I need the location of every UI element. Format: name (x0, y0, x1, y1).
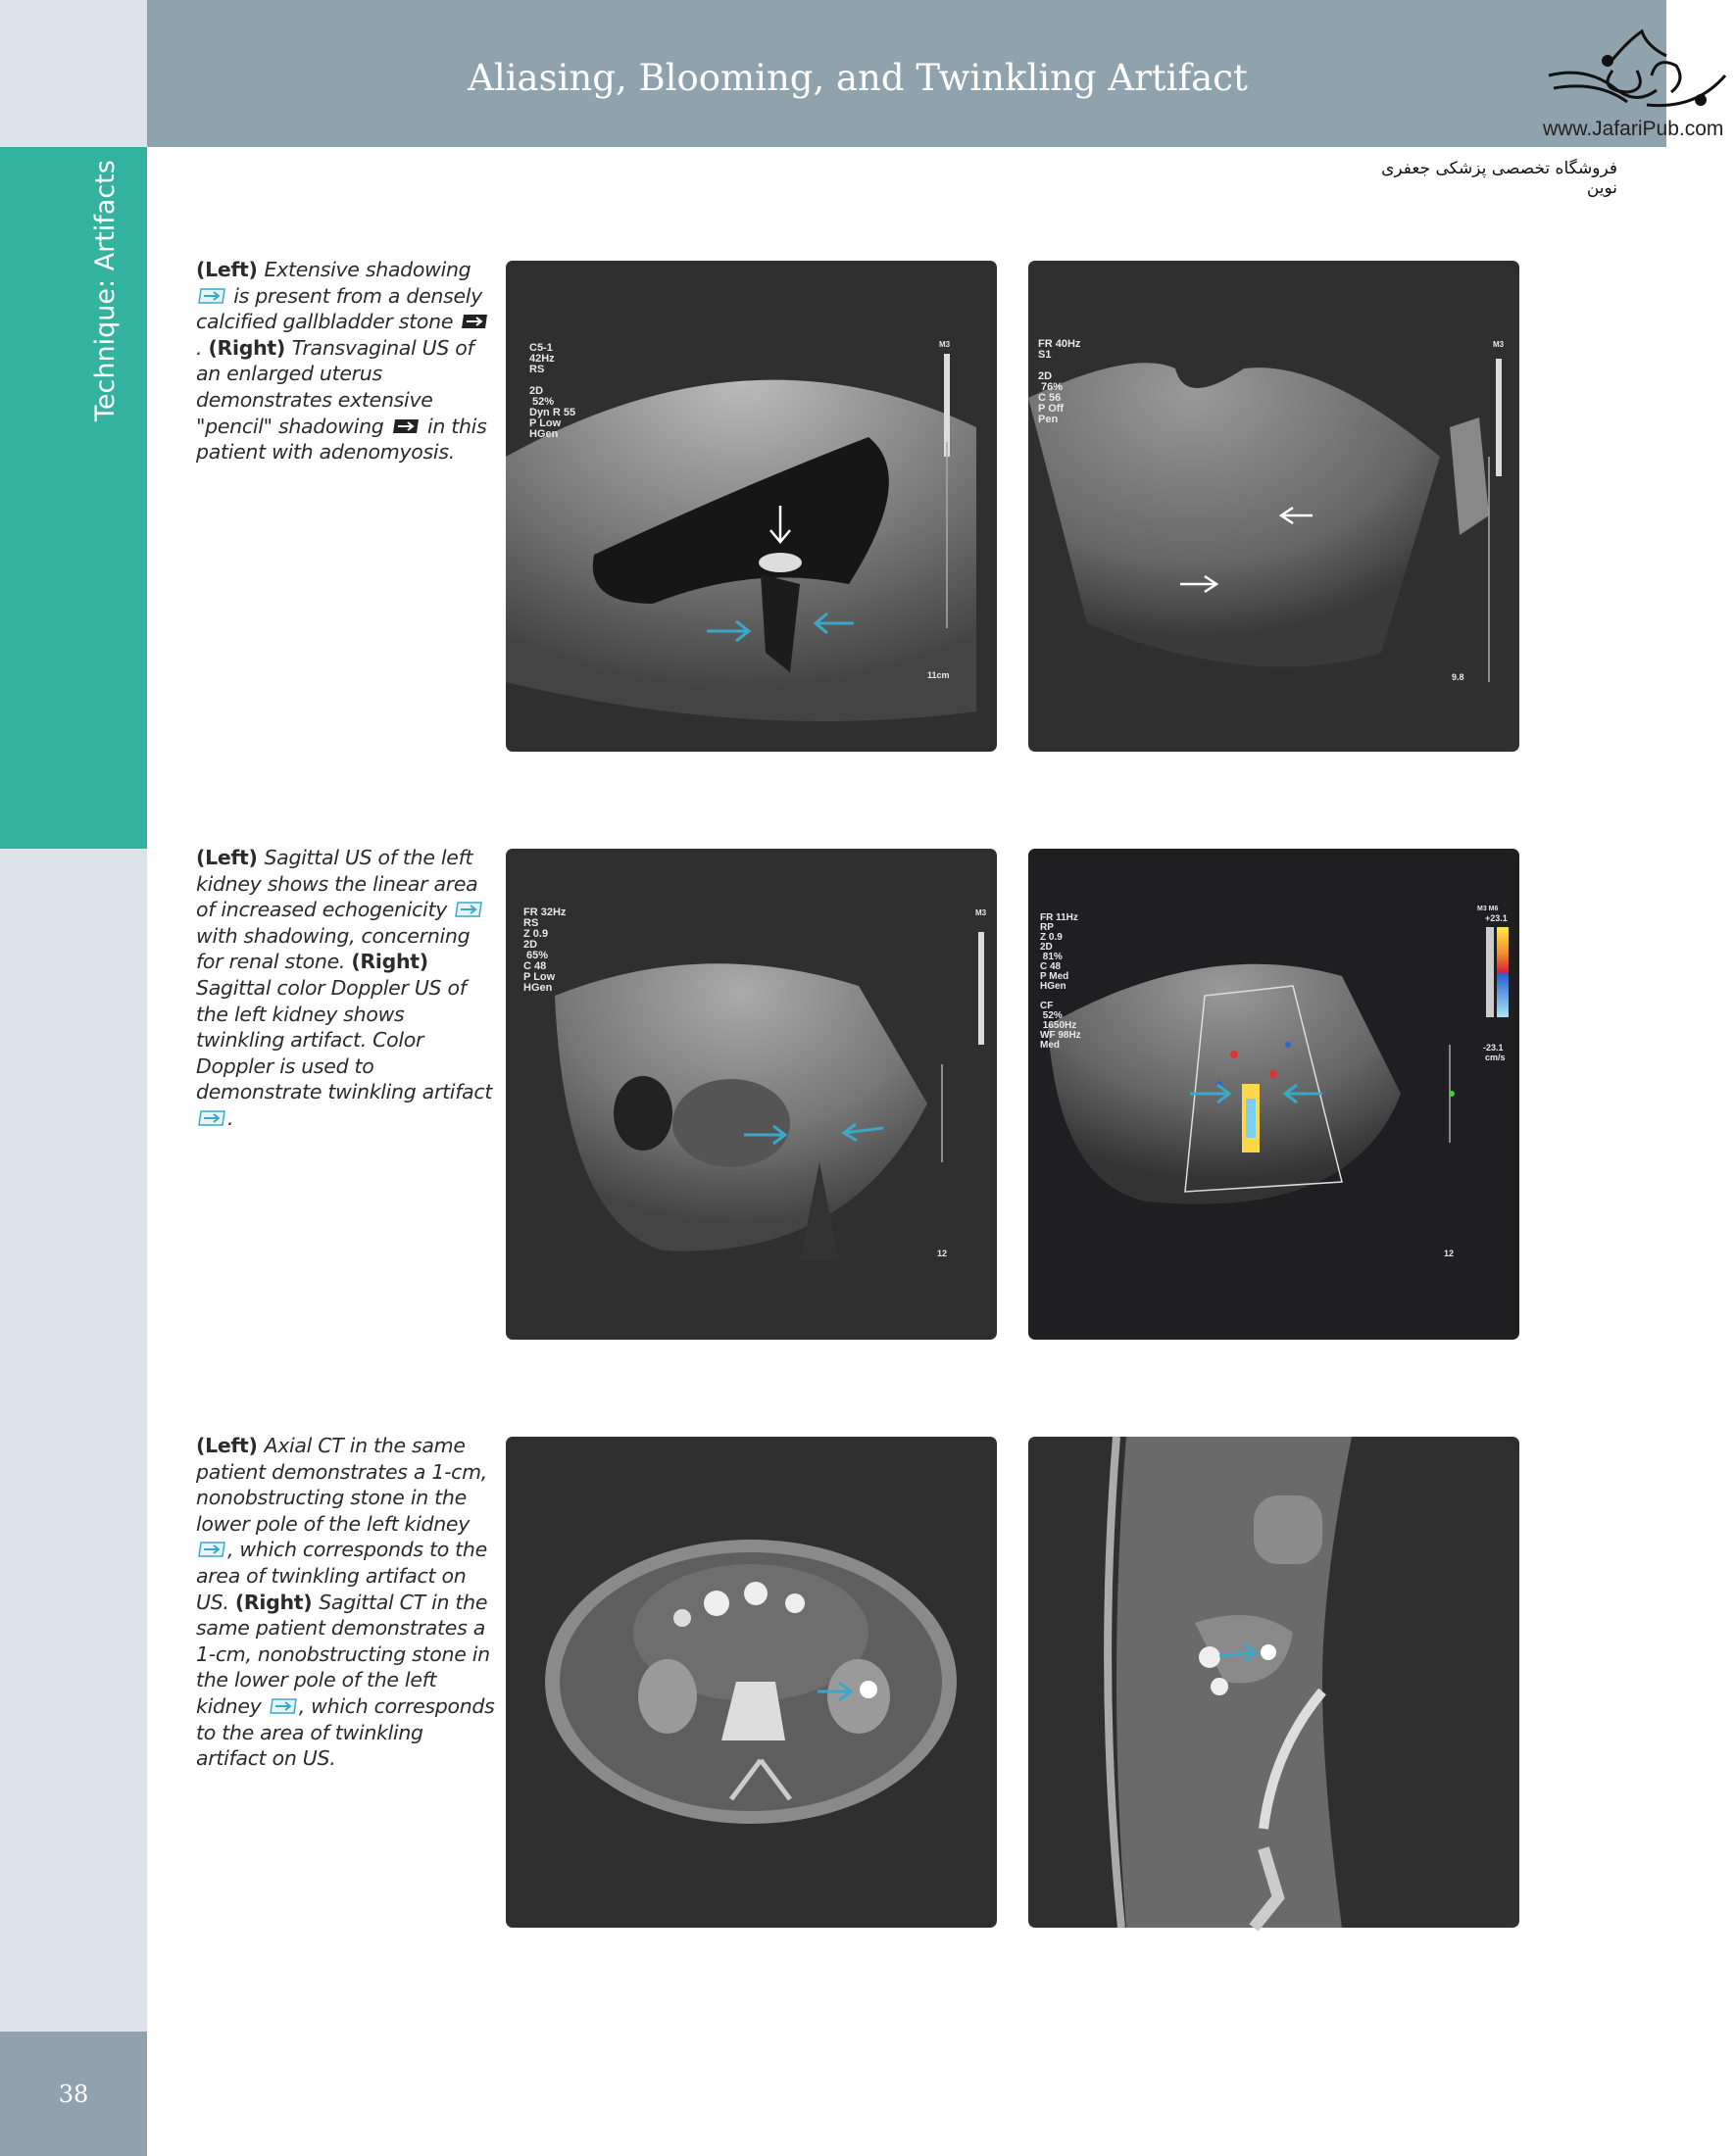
map-label: M3 M6 (1477, 906, 1499, 912)
depth-label: 12 (1444, 1249, 1455, 1258)
scan-settings: FR 32Hz RS Z 0.9 2D 65% C 48 P Low HGen (523, 906, 567, 994)
caption-label: (Right) (234, 1590, 320, 1614)
map-label: M3 (975, 908, 987, 917)
caption-label: (Right) (208, 335, 292, 360)
depth-label: 12 (937, 1249, 948, 1258)
caption-text: Sagittal color Doppler US of the left kidney shows twinkling artifact. Color Doppler is used to demonstrate twinkling artifact (196, 975, 493, 1104)
velocity-unit-label: cm/s (1485, 1053, 1506, 1062)
caption-text: , which corresponds to the area of twinkling artifact on US. (196, 1693, 495, 1771)
caption-text: Axial CT in the same patient demonstrates a 1-cm, nonobstructing stone in the lower pole of the left kidney (196, 1434, 488, 1536)
caption-1 (196, 257, 495, 466)
caption-text: Transvaginal US of an enlarged uterus demonstrates extensive "pencil" shadowing (196, 335, 474, 438)
caption-label: (Left) (196, 1434, 265, 1457)
depth-label: 9.8 (1452, 672, 1464, 682)
scan-settings: FR 11Hz RP Z 0.9 2D 81% C 48 P Med HGen CF 52% 1650Hz WF 98Hz Med (1040, 912, 1081, 1051)
logo-calligraphy-icon (1539, 22, 1735, 120)
axial-ct-image (506, 1437, 997, 1928)
open-arrow-icon (198, 1542, 225, 1557)
velocity-max-label: +23.1 (1485, 913, 1508, 923)
caption-text: Extensive shadowing (264, 258, 471, 281)
solid-arrow-icon (392, 418, 420, 434)
caption-text: . (196, 335, 209, 360)
caption-2 (196, 845, 495, 1132)
solid-arrow-icon (461, 314, 488, 329)
sagittal-ct-image (1028, 1437, 1519, 1928)
page-number: 38 (0, 2032, 147, 2156)
velocity-min-label: -23.1 (1483, 1043, 1504, 1053)
caption-text: Sagittal CT in the same patient demonstrates a 1-cm, nonobstructing stone in the lower pole of the left kidney (196, 1590, 490, 1718)
scan-settings: C5-1 42Hz RS 2D 52% Dyn R 55 P Low HGen (529, 342, 576, 440)
scan-settings: FR 40Hz S1 2D 76% C 56 P Off Pen (1038, 338, 1081, 425)
caption-label: (Left) (196, 258, 265, 281)
open-arrow-icon (455, 902, 482, 917)
caption-text: . (227, 1105, 234, 1130)
uterus-ultrasound-image (1028, 261, 1519, 752)
caption-text: in this patient with adenomyosis. (196, 414, 487, 465)
map-label: M3 (1493, 340, 1505, 349)
caption-text: Sagittal US of the left kidney shows the linear area of increased echogenicity (196, 846, 478, 922)
open-arrow-icon (198, 1110, 225, 1126)
kidney-ultrasound-image (506, 849, 997, 1340)
page-title: Aliasing, Blooming, and Twinkling Artifact (468, 57, 1248, 99)
caption-label: (Right) (351, 950, 428, 974)
caption-3 (196, 1433, 495, 1772)
gallbladder-ultrasound-image (506, 261, 997, 752)
section-label: Technique: Artifacts (90, 160, 121, 421)
open-arrow-icon (198, 288, 225, 304)
tagline: فروشگاه تخصصی پزشکی جعفری نوین (1381, 159, 1617, 198)
logo-url: www.JafariPub.com (1543, 118, 1724, 140)
header (147, 0, 1724, 147)
caption-text: with shadowing, concerning for renal stone. (196, 923, 471, 974)
kidney-color-doppler-image (1028, 849, 1519, 1340)
caption-label: (Left) (196, 846, 265, 869)
publisher-logo (1539, 22, 1735, 139)
caption-text: , which corresponds to the area of twinkling artifact on US. (196, 1538, 487, 1614)
caption-text: is present from a densely calcified gallbladder stone (196, 283, 482, 334)
depth-label: 11cm (927, 670, 950, 680)
section-tab (0, 147, 147, 849)
open-arrow-icon (270, 1698, 297, 1714)
map-label: M3 (939, 340, 951, 349)
